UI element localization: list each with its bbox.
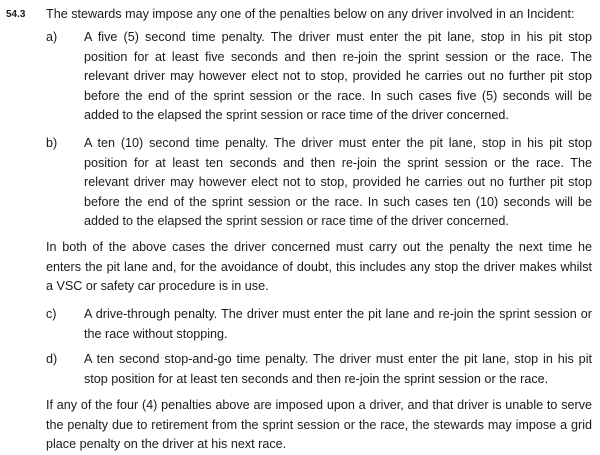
item-text: A drive-through penalty. The driver must enter the pit lane and re-join the sprint session or the race without stopping. (84, 307, 592, 341)
item-marker: b) (46, 136, 58, 150)
item-text: A five (5) second time penalty. The driver must enter the pit lane, stop in his pit stop position for at least five seconds and then re-join the sprint session or the race. The relevant driver may however elect not to stop, provided he carries out no further pit stop before the end of the sprint session or the race. In such cases five (5) seconds will be added to the elapsed the sprint session or race time of the driver concerned. (84, 30, 592, 123)
item-text: A ten (10) second time penalty. The driver must enter the pit lane, stop in his pit stop position for at least ten seconds and then re-join the sprint session or the race. The relevant driver may however elect not to stop, provided he carries out no further pit stop before the end of the sprint session or the race. In such cases ten (10) seconds will be added to the elapsed the sprint session or race time of the driver concerned. (84, 136, 592, 229)
clause-number: 54.3 (6, 9, 26, 20)
penalty-item-c (46, 305, 592, 345)
paragraph-closing: If any of the four (4) penalties above are imposed upon a driver, and that driver is unable to serve the penalty due to retirement from the sprint session or the race, the stewards may impose a grid place penalty on the driver at his next race. (46, 398, 592, 452)
item-marker: d) (46, 352, 58, 366)
penalty-item-d (46, 350, 592, 390)
item-text: A ten second stop-and-go time penalty. The driver must enter the pit lane, stop in his pit stop position for at least ten seconds and then re-join the sprint session or the race. (84, 352, 592, 386)
clause-intro: The stewards may impose any one of the penalties below on any driver involved in an Incident: (46, 7, 575, 21)
paragraph-both-cases: In both of the above cases the driver concerned must carry out the penalty the next time he enters the pit lane and, for the avoidance of doubt, this includes any stop the driver makes whilst a VSC or safety car procedure is in use. (46, 240, 592, 294)
penalty-item-b (46, 134, 592, 234)
penalty-item-a (46, 28, 592, 128)
item-marker: c) (46, 307, 57, 321)
item-marker: a) (46, 30, 58, 44)
